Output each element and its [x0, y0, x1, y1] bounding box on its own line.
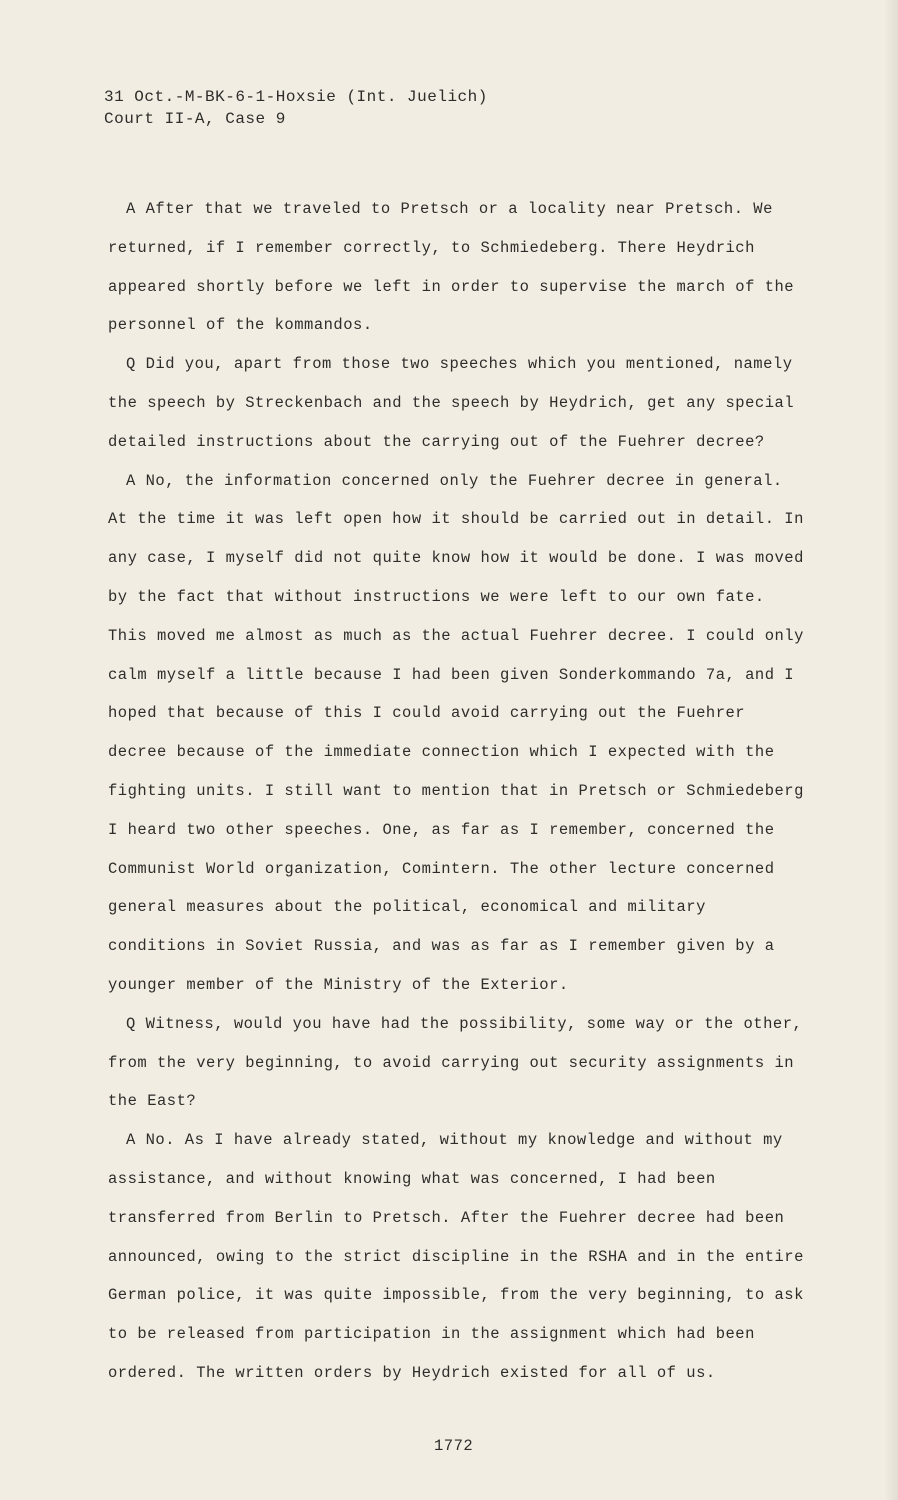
page-number: 1772 — [434, 1437, 474, 1455]
header-court-line: Court II-A, Case 9 — [104, 110, 286, 128]
paragraph-question-possibility: Q Witness, would you have had the possibility, some way or the other, from the very beginning, to avoid carrying out security assignments in the East? — [108, 1014, 803, 1111]
document-header — [104, 86, 488, 130]
paragraph-answer-discipline: A No. As I have already stated, without my knowledge and without my assistance, and without knowing what was concerned, I had been transferred from Berlin to Pretsch. After the Fuehrer decree had been announced, owing to the strict discipline in the RSHA and in the entire German police, it was quite impossible, from the very beginning, to ask to be released from participation in the assignment which had been ordered. The written orders by Heydrich existed for all of us. — [108, 1131, 804, 1382]
paragraph-answer-decree: A No, the information concerned only the Fuehrer decree in general. At the time it was left open how it should be carried out in detail. In any case, I myself did not quite know how it would be done. I was moved by the fact that without instructions we were left to our own fate. This moved me almost as much as the actual Fuehrer decree. I could only calm myself a little because I had been given Sonderkommando 7a, and I hoped that because of this I could avoid carrying out the Fuehrer decree because of the immediate connection which I expected with the fighting units. I still want to mention that in Pretsch or Schmiedeberg I heard two other speeches. One, as far as I remember, concerned the Communist World organization, Comintern. The other lecture concerned general measures about the political, economical and military conditions in Soviet Russia, and was as far as I remember given by a younger member of the Ministry of the Exterior. — [108, 471, 804, 994]
paragraph-question-instructions: Q Did you, apart from those two speeches which you mentioned, namely the speech by Streckenbach and the speech by Heydrich, get any special detailed instructions about the carrying out of the Fuehrer decree? — [108, 355, 795, 451]
transcript-body — [108, 190, 808, 1393]
paragraph-answer-travel: A After that we traveled to Pretsch or a locality near Pretsch. We returned, if I remember correctly, to Schmiedeberg. There Heydrich appeared shortly before we left in order to supervise the march of the personnel of the kommandos. — [108, 200, 795, 335]
header-reference-line: 31 Oct.-M-BK-6-1-Hoxsie (Int. Juelich) — [104, 88, 488, 106]
